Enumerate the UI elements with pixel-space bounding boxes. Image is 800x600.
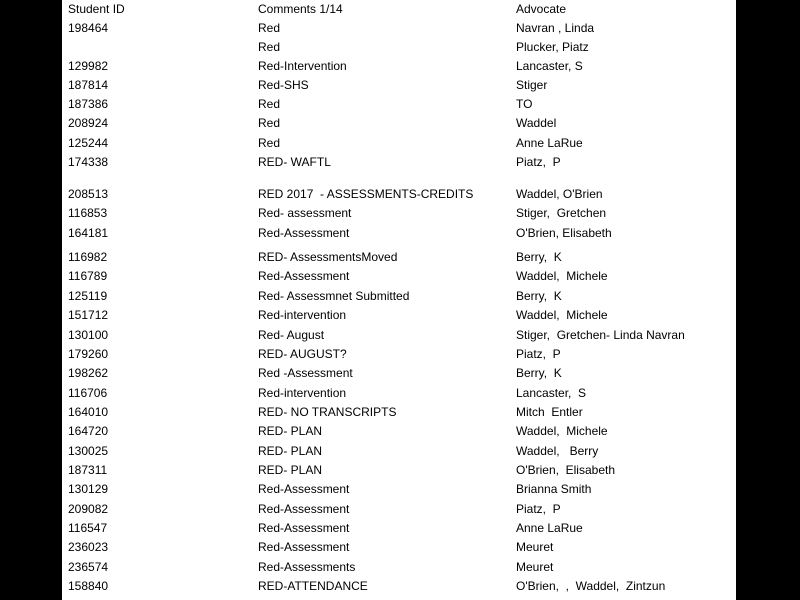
table-row	[62, 538, 736, 557]
cell-student-id: 116853	[68, 206, 108, 220]
cell-student-id: 208924	[68, 116, 109, 130]
table-row	[62, 384, 736, 403]
cell-student-id: 198262	[68, 366, 109, 380]
table-row	[62, 114, 736, 133]
cell-comment: Red- assessment	[258, 206, 352, 220]
cell-advocate: Piatz, P	[516, 155, 561, 169]
cell-comment: Red	[258, 40, 281, 54]
cell-advocate: Stiger, Gretchen	[516, 206, 607, 220]
cell-student-id: 198464	[68, 21, 109, 35]
cell-comment: RED- AUGUST?	[258, 347, 347, 361]
header-row	[62, 0, 736, 19]
cell-comment: RED- PLAN	[258, 444, 323, 458]
cell-advocate: Waddel, Berry	[516, 444, 599, 458]
cell-comment: Red-SHS	[258, 78, 309, 92]
cell-comment: Red-Assessments	[258, 560, 356, 574]
cell-comment: RED-ATTENDANCE	[258, 579, 368, 593]
cell-advocate: Berry, K	[516, 289, 562, 303]
cell-advocate: Navran , Linda	[516, 21, 595, 35]
table-row	[62, 134, 736, 153]
cell-student-id: 130129	[68, 482, 109, 496]
cell-advocate: Stiger, Gretchen- Linda Navran	[516, 328, 685, 342]
cell-comment: Red-Intervention	[258, 59, 347, 73]
cell-student-id: 236023	[68, 540, 109, 554]
cell-comment: RED- NO TRANSCRIPTS	[258, 405, 397, 419]
cell-student-id: 116982	[68, 250, 108, 264]
cell-advocate: Berry, K	[516, 366, 562, 380]
cell-student-id: 164010	[68, 405, 109, 419]
table-row	[62, 461, 736, 480]
cell-comment: RED- AssessmentsMoved	[258, 250, 398, 264]
cell-advocate: Stiger	[516, 78, 548, 92]
cell-advocate: Waddel, Michele	[516, 424, 608, 438]
table-row	[62, 204, 736, 223]
cell-student-id: 130025	[68, 444, 109, 458]
spreadsheet-page	[62, 0, 736, 600]
cell-advocate: Anne LaRue	[516, 521, 583, 535]
cell-student-id: 125244	[68, 136, 109, 150]
cell-comment: RED- PLAN	[258, 463, 323, 477]
header-comments: Comments 1/14	[258, 2, 343, 16]
cell-advocate: Waddel, Michele	[516, 269, 608, 283]
cell-comment: Red	[258, 21, 281, 35]
cell-comment: Red	[258, 136, 281, 150]
table-row	[62, 95, 736, 114]
table-row	[62, 422, 736, 441]
cell-student-id: 164720	[68, 424, 109, 438]
cell-student-id: 209082	[68, 502, 109, 516]
cell-advocate: Lancaster, S	[516, 59, 583, 73]
cell-comment: Red-Assessment	[258, 482, 350, 496]
table-row	[62, 57, 736, 76]
cell-comment: Red	[258, 116, 281, 130]
cell-comment: RED 2017 - ASSESSMENTS-CREDITS	[258, 187, 474, 201]
cell-advocate: Lancaster, S	[516, 386, 587, 400]
table-row	[62, 480, 736, 499]
cell-advocate: TO	[516, 97, 533, 111]
cell-comment: Red-intervention	[258, 308, 347, 322]
table-row	[62, 326, 736, 345]
cell-advocate: Brianna Smith	[516, 482, 592, 496]
cell-student-id: 187814	[68, 78, 109, 92]
cell-comment: Red-Assessment	[258, 269, 350, 283]
header-student-id: Student ID	[68, 2, 125, 16]
cell-student-id: 174338	[68, 155, 109, 169]
cell-advocate: Waddel, Michele	[516, 308, 608, 322]
cell-student-id: 164181	[68, 226, 109, 240]
cell-student-id: 208513	[68, 187, 109, 201]
cell-comment: Red-Assessment	[258, 521, 350, 535]
cell-student-id: 158840	[68, 579, 109, 593]
cell-comment: Red-intervention	[258, 386, 347, 400]
table-row	[62, 306, 736, 325]
cell-student-id: 125119	[68, 289, 108, 303]
cell-student-id: 179260	[68, 347, 109, 361]
table-row	[62, 287, 736, 306]
cell-advocate: Piatz, P	[516, 347, 561, 361]
cell-advocate: Waddel, O'Brien	[516, 187, 603, 201]
cell-student-id: 129982	[68, 59, 109, 73]
cell-comment: Red- Assessmnet Submitted	[258, 289, 410, 303]
cell-advocate: Mitch Entler	[516, 405, 583, 419]
table-row	[62, 185, 736, 204]
table-row	[62, 577, 736, 596]
cell-comment: Red-Assessment	[258, 226, 350, 240]
cell-student-id: 116547	[68, 521, 108, 535]
cell-advocate: Meuret	[516, 560, 554, 574]
cell-advocate: Anne LaRue	[516, 136, 583, 150]
cell-student-id: 130100	[68, 328, 109, 342]
table-row	[62, 442, 736, 461]
cell-comment: Red- August	[258, 328, 325, 342]
table-row	[62, 19, 736, 38]
table-row	[62, 76, 736, 95]
table-row	[62, 345, 736, 364]
cell-advocate: Plucker, Piatz	[516, 40, 589, 54]
cell-comment: RED- WAFTL	[258, 155, 331, 169]
cell-student-id: 116789	[68, 269, 108, 283]
cell-comment: RED- PLAN	[258, 424, 323, 438]
table-row	[62, 224, 736, 243]
cell-advocate: O'Brien, Elisabeth	[516, 463, 616, 477]
cell-comment: Red-Assessment	[258, 540, 350, 554]
cell-advocate: O'Brien, Elisabeth	[516, 226, 612, 240]
cell-advocate: Berry, K	[516, 250, 562, 264]
cell-advocate: O'Brien, , Waddel, Zintzun	[516, 579, 666, 593]
cell-student-id: 187386	[68, 97, 109, 111]
cell-advocate: Piatz, P	[516, 502, 561, 516]
table-row	[62, 519, 736, 538]
table-row	[62, 558, 736, 577]
table-row	[62, 38, 736, 57]
cell-advocate: Meuret	[516, 540, 554, 554]
header-advocate: Advocate	[516, 2, 567, 16]
table-row	[62, 248, 736, 267]
table-row	[62, 364, 736, 383]
table-row	[62, 500, 736, 519]
cell-student-id: 151712	[68, 308, 109, 322]
table-row	[62, 403, 736, 422]
cell-comment: Red-Assessment	[258, 502, 350, 516]
cell-comment: Red -Assessment	[258, 366, 353, 380]
table-row	[62, 267, 736, 286]
cell-advocate: Waddel	[516, 116, 557, 130]
cell-comment: Red	[258, 97, 281, 111]
cell-student-id: 116706	[68, 386, 108, 400]
cell-student-id: 187311	[68, 463, 108, 477]
cell-student-id: 236574	[68, 560, 109, 574]
table-row	[62, 153, 736, 172]
